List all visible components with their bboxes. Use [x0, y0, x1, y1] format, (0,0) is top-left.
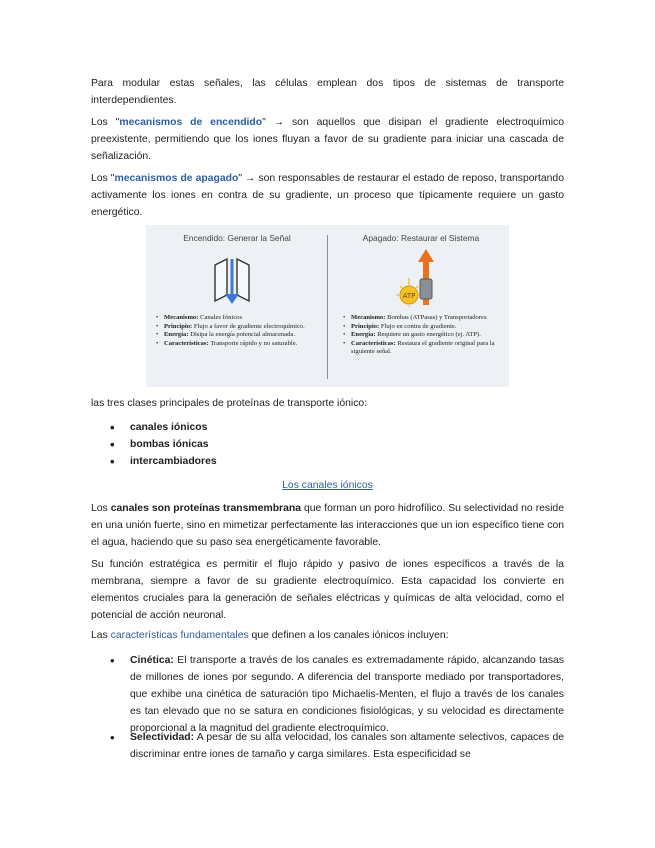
- bullet-cinetica: Cinética: El transporte a través de los canales es extremadamente rápido, alcanzando tasas de millones de iones por segundo. A diferencia del transporte mediado por transportadores, que exhibe una cinética de saturación tipo Michaelis-Menten, el flujo a través de los canales es tan elevado que no se satura en condiciones fisiológicas, y su velocidad es directamente proporcional a la magnitud del gradiente electroquímico.: [130, 655, 564, 734]
- paragraph-caracteristicas: Las características fundamentales que definen a los canales iónicos incluyen:: [91, 630, 449, 641]
- term-caracteristicas: características fundamentales: [110, 630, 249, 641]
- paragraph-apagado: Los "mecanismos de apagado" → son responsables de restaurar el estado de reposo, transportando activamente los iones en contra de su gradiente, un proceso que típicamente requiere un gasto energético.: [91, 173, 564, 218]
- bullet-selectividad: Selectividad: A pesar de su alta velocidad, los canales son altamente selectivos, capaces de discriminar entre iones de tamaño y carga similares. Esta especificidad se: [130, 732, 564, 760]
- figure-left-list: [156, 314, 316, 348]
- figure-left-title: Encendido: Generar la Señal: [183, 233, 291, 243]
- ion-channel-icon: [212, 255, 252, 305]
- classes-list: [110, 419, 217, 470]
- figure-divider: [327, 235, 328, 379]
- paragraph-canales: Los canales son proteínas transmembrana que forman un poro hidrofílico. Su selectividad no reside en una unión fuerte, sino en mimetizar perfectamente las interacciones que un ion específico tiene con el agua, haciendo que su paso sea energéticamente favorable.: [91, 503, 564, 548]
- bold-canales: canales son proteínas transmembrana: [110, 503, 301, 514]
- figure-right-item: • Mecanismo: Bombas (ATPasas) y Transportadores: [343, 314, 503, 323]
- atp-label: ATP: [402, 292, 416, 300]
- class-item: • bombas iónicas: [110, 436, 217, 453]
- comparison-figure: [146, 225, 509, 387]
- term-encendido: mecanismos de encendido: [119, 117, 263, 128]
- figure-right-list: [343, 314, 503, 357]
- figure-left-item: • Características: Transporte rápido y no saturable.: [156, 340, 316, 349]
- figure-right-item: • Principio: Flujo en contra de gradiente.: [343, 323, 503, 332]
- bullet-dot: •: [110, 730, 115, 745]
- bullet-dot: •: [110, 653, 115, 668]
- class-item: • canales iónicos: [110, 419, 217, 436]
- figure-left-item: • Mecanismo: Canales Iónicos: [156, 314, 316, 323]
- section-heading[interactable]: Los canales iónicos: [282, 480, 373, 491]
- figure-left-item: • Principio: Flujo a favor de gradiente electroquímico.: [156, 323, 316, 332]
- figure-left-item: • Energía: Disipa la energía potencial almacenada.: [156, 331, 316, 340]
- figure-right-item: • Características: Restaura el gradiente original para la siguiente señal.: [343, 340, 503, 357]
- paragraph-encendido: Los "mecanismos de encendido" → son aquellos que disipan el gradiente electroquímico preexistente, permitiendo que los iones fluyan a favor de su gradiente para iniciar una cascada de señalización.: [91, 117, 564, 162]
- figure-right-item: • Energía: Requiere un gasto energético (ej. ATP).: [343, 331, 503, 340]
- three-classes-text: las tres clases principales de proteínas de transporte iónico:: [91, 398, 368, 409]
- term-apagado: mecanismos de apagado: [114, 173, 239, 184]
- atp-pump-icon: [394, 249, 444, 307]
- intro-paragraph: Para modular estas señales, las células emplean dos tipos de sistemas de transporte interdependientes.: [91, 78, 564, 106]
- figure-right-title: Apagado: Restaurar el Sistema: [362, 233, 480, 243]
- paragraph-funcion: Su función estratégica es permitir el flujo rápido y pasivo de iones específicos a través de la membrana, siempre a favor de su gradiente electroquímico. Esta capacidad los convierte en elementos cruciales para la generación de señales eléctricas y químicas de alta velocidad, como el potencial de acción neuronal.: [91, 559, 564, 621]
- class-item: • intercambiadores: [110, 453, 217, 470]
